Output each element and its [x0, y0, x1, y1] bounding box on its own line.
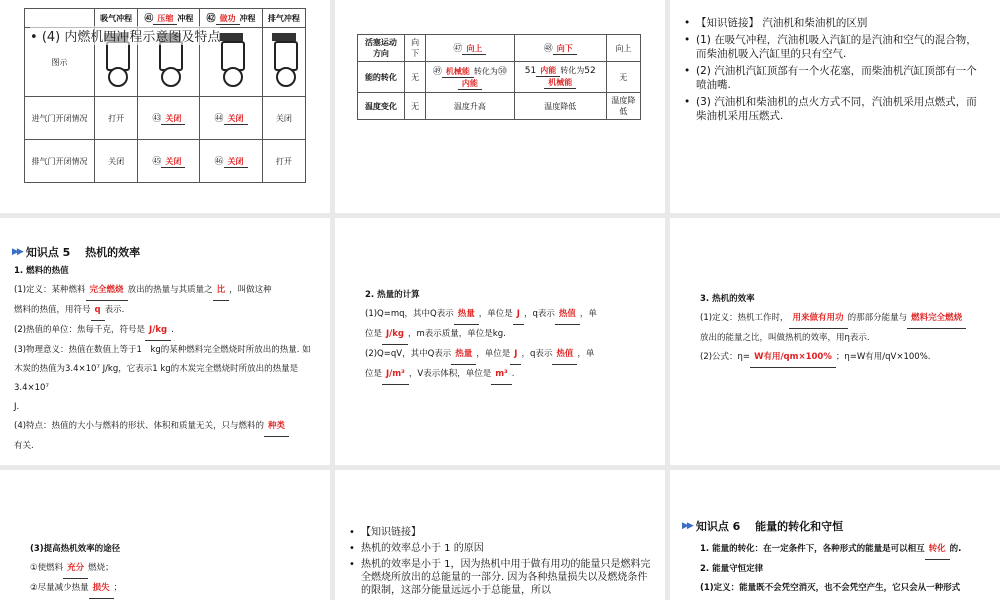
cell-exhaust-3: ㊻ 关闭: [200, 140, 262, 183]
row-label-exhaust-valve: 排气门开闭情况: [25, 140, 95, 183]
cell-intake-1: 打开: [94, 97, 137, 140]
slide-stroke-table-cont: [335, 0, 665, 213]
cell-temp-4: 温度降低: [606, 93, 640, 120]
cell-exhaust-2: ㊺ 关闭: [138, 140, 200, 183]
cell-piston-3: ㊽ 向下: [514, 35, 606, 62]
meaning-line-3: J.: [14, 402, 20, 412]
formula-line-2: 位是 J/kg ，m表示质量，单位是kg.: [365, 325, 655, 345]
formula-line: (2)公式：η= W有用/qm×100% ；η=W有用/qV×100%.: [700, 348, 992, 368]
cell-energy-2: ㊾ 机械能 转化为㊿内能: [426, 62, 514, 93]
subheading: 2. 热量的计算: [365, 290, 420, 300]
overlay-heading: • (4) 内燃机四冲程示意图及特点: [30, 26, 220, 45]
subheading: 2. 能量守恒定律: [700, 564, 764, 574]
cell-intake-2: ㊸ 关闭: [138, 97, 200, 140]
conservation-text: [700, 540, 992, 598]
list-item: • 热机的效率是小于 1，因为热机中用于做有用功的能量只是燃料完全燃烧所放出的总能量的一部分. 因为各种热量损失以及燃烧条件的限制，这部分能量远远小于总能量，所以: [349, 558, 653, 597]
row-label-piston: 活塞运动方向: [358, 35, 405, 62]
subheading: (3)提高热机效率的途径: [30, 544, 121, 554]
cell-temp-1: 无: [404, 93, 425, 120]
list-item: • 热机的效率总小于 1 的原因: [349, 542, 653, 555]
arrow-icon: ▶▶: [12, 247, 22, 257]
heat-value-text: [14, 262, 320, 456]
definition-line-2: 燃料的热值，用符号 q 表示.: [14, 301, 320, 321]
row-label-energy: 能的转化: [358, 62, 405, 93]
arrow-icon: ▶▶: [682, 521, 692, 531]
engine-diff-list: [684, 16, 984, 126]
header-power: ㊷ 做功 冲程: [200, 9, 262, 28]
definition-line-2: 放出的能量之比，叫做热机的效率，用η表示.: [700, 333, 870, 343]
cell-energy-4: 无: [606, 62, 640, 93]
improve-text: [30, 540, 320, 599]
cell-temp-2: 温度升高: [426, 93, 514, 120]
cell-piston-1: 向下: [404, 35, 425, 62]
slide-heat-calc: [335, 218, 665, 465]
feature-line: (4)特点：热值的大小与燃料的形状、体积和质量无关，只与燃料的 种类: [14, 417, 320, 437]
cell-energy-3: 51 内能 转化为52机械能: [514, 62, 606, 93]
cell-intake-3: ㊹ 关闭: [200, 97, 262, 140]
knowledge-point-6-title: [682, 518, 843, 534]
slide-knowledge-link-efficiency: [335, 470, 665, 600]
meaning-line: (3)物理意义：热值在数值上等于1 kg的某种燃料完全燃烧时所放出的热量. 如: [14, 345, 311, 355]
formula-line-1: (1)Q=mq，其中Q表示 热量 ，单位是 J ，q表示 热值 ，单: [365, 305, 655, 325]
slide-engine-efficiency: [670, 218, 1000, 465]
formula-line-3: (2)Q=qV，其中Q表示 热量 ，单位是 J ，q表示 热值 ，单: [365, 345, 655, 365]
list-item: • (3) 汽油机和柴油机的点火方式不同，汽油机采用点燃式，而柴油机采用压燃式.: [684, 95, 984, 123]
efficiency-link-list: [349, 526, 653, 600]
conversion-line: 1. 能量的转化：在一定条件下，各种形式的能量是可以相互 转化 的.: [700, 540, 992, 560]
page-title: 知识点 5 热机的效率: [25, 246, 141, 259]
cell-exhaust-1: 关闭: [94, 140, 137, 183]
row-label-temp: 温度变化: [358, 93, 405, 120]
header-compression: ㊶ 压缩 冲程: [138, 9, 200, 28]
cell-piston-2: ㊼ 向上: [426, 35, 514, 62]
subheading: 3. 热机的效率: [700, 294, 755, 304]
method-line-1: ①使燃料 充分 燃烧；: [30, 559, 320, 579]
list-item: • (2) 汽油机汽缸顶部有一个火花塞，而柴油机汽缸顶部有一个喷油嘴.: [684, 64, 984, 92]
efficiency-text: [700, 290, 992, 368]
stroke-table-continued: [357, 34, 641, 120]
slide-improve-efficiency: [0, 470, 330, 600]
row-label-intake-valve: 进气门开闭情况: [25, 97, 95, 140]
row-label-diagram: 图示: [25, 28, 95, 97]
cell-intake-4: 关闭: [262, 97, 305, 140]
cell-exhaust-4: 打开: [262, 140, 305, 183]
list-item: • 【知识链接】 汽油机和柴油机的区别: [684, 16, 984, 30]
list-item: • 【知识链接】: [349, 526, 653, 539]
knowledge-point-5-title: [12, 244, 140, 260]
page-title: 知识点 6 能量的转化和守恒: [695, 520, 844, 533]
header-intake: 吸气冲程: [94, 9, 137, 28]
engine-diagram-exhaust: [262, 28, 305, 97]
slide-heat-value: [0, 218, 330, 465]
method-line-2: ②尽量减少热量 损失 ；: [30, 579, 320, 599]
subheading: 1. 燃料的热值: [14, 266, 69, 276]
meaning-line-2: 木炭的热值为3.4×10⁷ J/kg，它表示1 kg的木炭完全燃烧时所放出的热量是3.4×10⁷: [14, 364, 299, 393]
list-item: • (1) 在吸气冲程，汽油机吸入汽缸的是汽油和空气的混合物，而柴油机吸入汽缸里的只有空气.: [684, 33, 984, 61]
definition-line: (1)定义：某种燃料 完全燃烧 放出的热量与其质量之 比 ，叫做这种: [14, 281, 320, 301]
cell-temp-3: 温度降低: [514, 93, 606, 120]
unit-line: (2)热值的单位：焦每千克，符号是 J/kg .: [14, 321, 320, 341]
header-exhaust: 排气冲程: [262, 9, 305, 28]
definition-line: (1)定义：热机工作时， 用来做有用功 的那部分能量与 燃料完全燃烧: [700, 309, 992, 329]
heat-calc-text: [365, 286, 655, 385]
cell-energy-1: 无: [404, 62, 425, 93]
slide-stroke-table: [0, 0, 330, 213]
slide-energy-conservation: [670, 470, 1000, 600]
corner-cell: [25, 9, 95, 28]
formula-line-4: 位是 J/m³ ，V表示体积，单位是 m³ .: [365, 365, 655, 385]
cell-piston-4: 向上: [606, 35, 640, 62]
definition-line: (1)定义：能量既不会凭空消灭，也不会凭空产生，它只会从一种形式: [700, 583, 961, 593]
feature-line-2: 有关.: [14, 441, 34, 451]
slide-knowledge-link-engines: [670, 0, 1000, 213]
